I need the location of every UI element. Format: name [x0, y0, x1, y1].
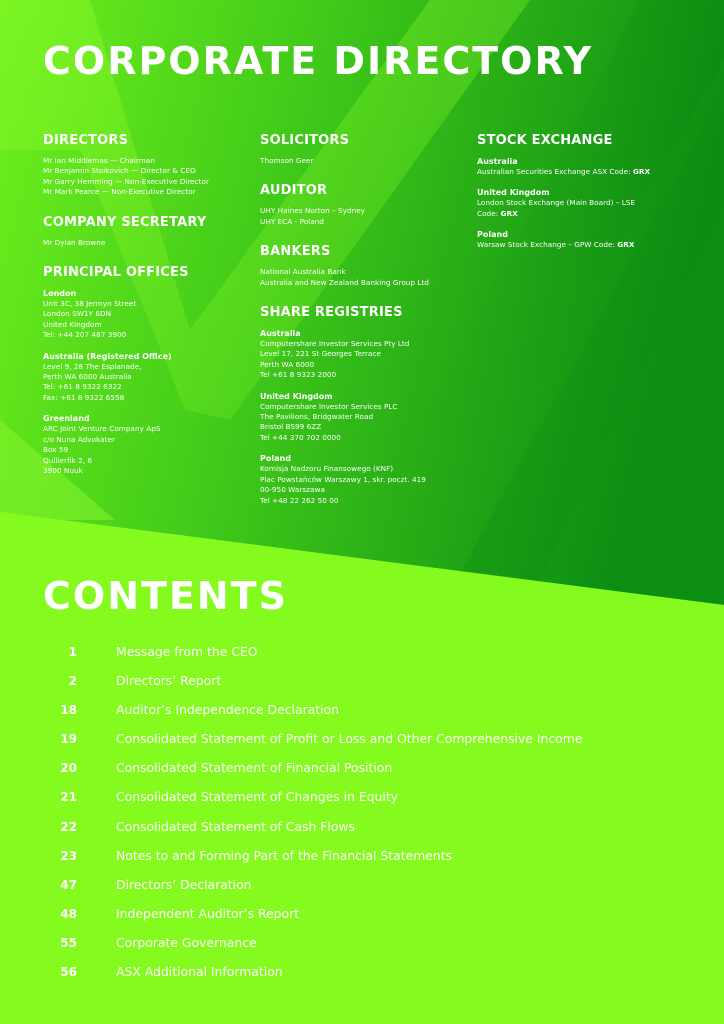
registry-line: Tel +44 370 702 0000	[260, 432, 341, 442]
stock-exchange-section	[477, 132, 717, 251]
registry-line: 00-950 Warszawa	[260, 485, 325, 495]
toc-page-number: 23	[60, 848, 77, 863]
toc-page-number: 2	[68, 674, 77, 689]
office-line: Level 9, 28 The Esplanade,	[43, 361, 142, 371]
registry-line: Computershare Investor Services PLC	[260, 401, 398, 411]
contents-title: CONTENTS	[43, 574, 288, 618]
solicitors-heading: SOLICITORS	[260, 133, 350, 148]
office-greenland	[43, 413, 253, 476]
exchange-code: GRX	[617, 240, 635, 250]
toc-page-number: 18	[60, 703, 77, 718]
exchange-name: United Kingdom	[477, 188, 550, 198]
stock-exchange-heading: STOCK EXCHANGE	[477, 133, 613, 148]
toc-page-number: 22	[60, 819, 77, 834]
toc-page-number: 21	[60, 790, 77, 805]
toc-row[interactable]	[0, 638, 724, 667]
office-name: London	[43, 289, 77, 299]
registry-line: Bristol BS99 6ZZ	[260, 422, 322, 432]
office-line: United Kingdom	[43, 319, 102, 329]
page-title: CORPORATE DIRECTORY	[43, 39, 594, 83]
auditor-section	[260, 182, 470, 227]
bankers-heading: BANKERS	[260, 244, 331, 260]
toc-page-number: 1	[68, 645, 77, 659]
office-name: Greenland	[43, 414, 90, 424]
toc-page-number: 48	[60, 906, 77, 921]
director-line: Mr Mark Pearce — Non-Executive Director	[43, 187, 196, 197]
toc-row[interactable]	[0, 871, 724, 900]
exchange-line: London Stock Exchange (Main Board) – LSE	[477, 198, 636, 208]
registry-line: Perth WA 6000	[260, 359, 315, 369]
toc-entry-title: Consolidated Statement of Changes in Equity	[116, 789, 399, 805]
principal-offices-heading: PRINCIPAL OFFICES	[43, 265, 189, 281]
exchange-australia	[477, 156, 717, 177]
office-line: Fax: +61 8 9322 6558	[43, 392, 125, 402]
bankers-line: National Australia Bank	[260, 267, 346, 277]
exchange-poland	[477, 229, 717, 250]
toc-row[interactable]	[0, 696, 724, 725]
toc-row[interactable]	[0, 958, 724, 987]
toc-page-number: 47	[60, 877, 77, 892]
toc-entry-title: Consolidated Statement of Financial Position	[116, 760, 393, 776]
office-london	[43, 288, 253, 341]
directory-column-3	[477, 132, 717, 267]
toc-entry-title: Independent Auditor’s Report	[116, 905, 300, 921]
company-secretary-line: Mr Dylan Browne	[43, 237, 106, 247]
toc-entry-title: Notes to and Forming Part of the Financial Statements	[116, 847, 453, 863]
toc-page-number: 56	[60, 965, 77, 980]
registry-line: Computershare Investor Services Pty Ltd	[260, 339, 410, 349]
director-line: Mr Benjamin Stoikovich — Director & CEO	[43, 166, 196, 176]
registry-line: Komisja Nadzoru Finansowego (KNF)	[260, 464, 394, 474]
directory-column-2	[260, 132, 470, 522]
toc-row[interactable]	[0, 667, 724, 696]
registry-poland	[260, 453, 470, 506]
registry-australia	[260, 328, 470, 381]
directors-section	[43, 132, 253, 198]
office-line: Box 59	[43, 445, 69, 455]
registry-united-kingdom	[260, 391, 470, 444]
toc-page-number: 20	[60, 761, 77, 776]
toc-page-number: 19	[60, 732, 77, 747]
registry-line: Tel +61 8 9323 2000	[260, 370, 337, 380]
exchange-code: GRX	[500, 208, 518, 218]
toc-entry-title: Consolidated Statement of Profit or Loss and Other Comprehensive Income	[116, 731, 583, 747]
bankers-section	[260, 243, 470, 288]
office-line: London SW1Y 6DN	[43, 309, 112, 319]
office-australia	[43, 351, 253, 404]
toc-entry-title: Corporate Governance	[116, 934, 257, 950]
office-line: Tel: +61 8 9322 6322	[43, 382, 122, 392]
share-registries-heading: SHARE REGISTRIES	[260, 305, 403, 321]
toc-row[interactable]	[0, 929, 724, 958]
toc-row[interactable]	[0, 842, 724, 871]
toc-row[interactable]	[0, 900, 724, 929]
exchange-code: GRX	[632, 167, 651, 176]
toc-row[interactable]	[0, 754, 724, 783]
exchange-text: Warsaw Stock Exchange – GPW Code:	[477, 240, 618, 250]
company-secretary-heading: COMPANY SECRETARY	[43, 214, 207, 230]
exchange-line	[477, 209, 717, 219]
auditor-line: UHY ECA - Poland	[260, 216, 324, 226]
auditor-heading: AUDITOR	[260, 183, 328, 199]
principal-offices-section	[43, 264, 253, 476]
toc-entry-title: Auditor’s Independence Declaration	[116, 702, 339, 718]
registry-line: Level 17, 221 St Georges Terrace	[260, 349, 381, 359]
toc-entry-title: Message from the CEO	[116, 644, 258, 659]
share-registries-section	[260, 304, 470, 506]
bankers-line: Australia and New Zealand Banking Group Ltd	[260, 277, 429, 287]
solicitors-line: Thomson Geer	[260, 156, 314, 165]
exchange-line	[477, 167, 717, 177]
exchange-united-kingdom	[477, 187, 717, 219]
office-line: Tel: +44 207 487 3900	[43, 330, 127, 340]
office-line: 3900 Nuuk	[43, 465, 83, 475]
office-line: ARC Joint Venture Company ApS	[43, 424, 161, 434]
exchange-text: Code:	[477, 208, 501, 218]
registry-line: Plac Powstańców Warszawy 1, skr. poczt. 419	[260, 474, 426, 484]
toc-page-number: 55	[60, 935, 77, 950]
registry-line: Tel +48 22 262 50 00	[260, 495, 339, 505]
toc-row[interactable]	[0, 813, 724, 842]
registry-name: United Kingdom	[260, 391, 333, 401]
toc-entry-title: Directors’ Report	[116, 673, 222, 689]
auditor-line: UHY Haines Norton – Sydney	[260, 206, 365, 216]
toc-entry-title: Consolidated Statement of Cash Flows	[116, 818, 356, 834]
toc-row[interactable]	[0, 725, 724, 754]
office-line: Qullierfik 2, 6	[43, 455, 93, 465]
registry-line: The Pavilions, Bridgwater Road	[260, 412, 374, 422]
company-secretary-section	[43, 214, 253, 248]
directors-heading: DIRECTORS	[43, 133, 129, 148]
director-line: Mr Garry Hemming — Non-Executive Director	[43, 176, 210, 186]
solicitors-section	[260, 132, 470, 166]
exchange-text: Australian Securities Exchange ASX Code:	[477, 167, 633, 176]
office-line: c/o Nuna Advokater	[43, 434, 115, 444]
directory-column-1	[43, 132, 253, 492]
director-line: Mr Ian Middlemas — Chairman	[43, 156, 155, 165]
toc-row[interactable]	[0, 783, 724, 812]
exchange-name: Poland	[477, 230, 508, 240]
table-of-contents	[0, 638, 724, 987]
registry-name: Australia	[260, 329, 301, 339]
exchange-line	[477, 240, 717, 250]
office-line: Unit 3C, 38 Jermyn Street	[43, 299, 137, 309]
registry-name: Poland	[260, 454, 291, 464]
exchange-name: Australia	[477, 157, 518, 166]
toc-entry-title: ASX Additional Information	[116, 964, 283, 980]
toc-entry-title: Directors’ Declaration	[116, 876, 252, 892]
office-line: Perth WA 6000 Australia	[43, 372, 132, 382]
office-name: Australia (Registered Office)	[43, 351, 172, 361]
